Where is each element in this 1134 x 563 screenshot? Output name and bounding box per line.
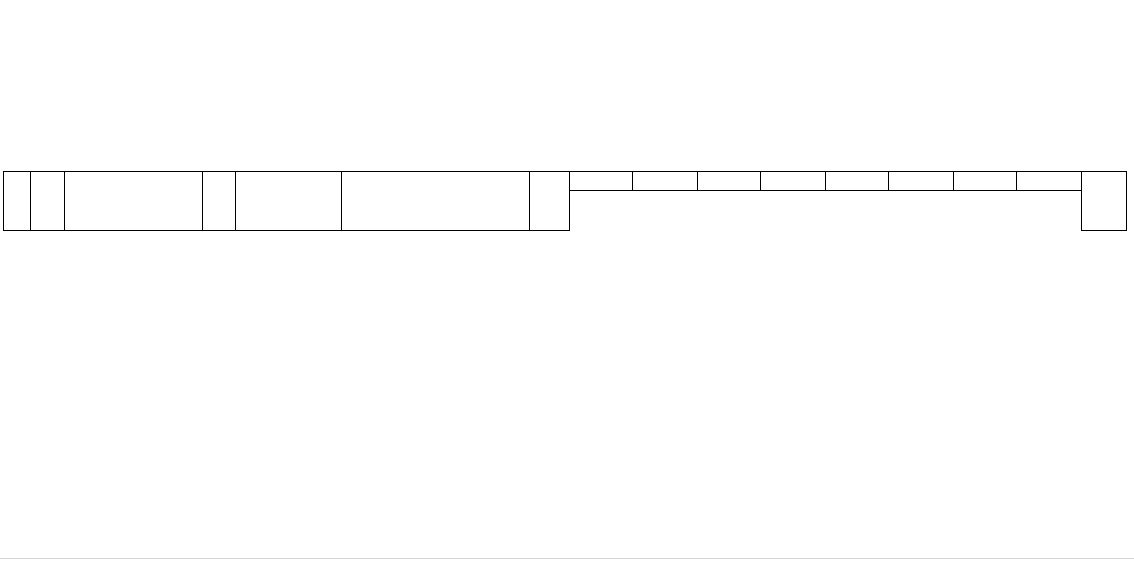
heat1-header xyxy=(954,172,1017,191)
heat2-header xyxy=(889,172,954,191)
heat1-header xyxy=(570,172,633,191)
col-team-header xyxy=(342,172,530,231)
heat1-header xyxy=(698,172,761,191)
results-table xyxy=(3,171,1127,231)
col-total-header xyxy=(1082,172,1127,231)
col-city-header xyxy=(236,172,342,231)
heat2-header xyxy=(1017,172,1082,191)
col-moto-header xyxy=(530,172,570,231)
col-name-header xyxy=(65,172,203,231)
col-place-header xyxy=(4,172,31,231)
page-bottom-line xyxy=(0,558,1134,559)
heat1-header xyxy=(826,172,889,191)
col-rank-header xyxy=(203,172,236,231)
heat2-header xyxy=(633,172,698,191)
heat2-header xyxy=(761,172,826,191)
col-start-header xyxy=(31,172,65,231)
